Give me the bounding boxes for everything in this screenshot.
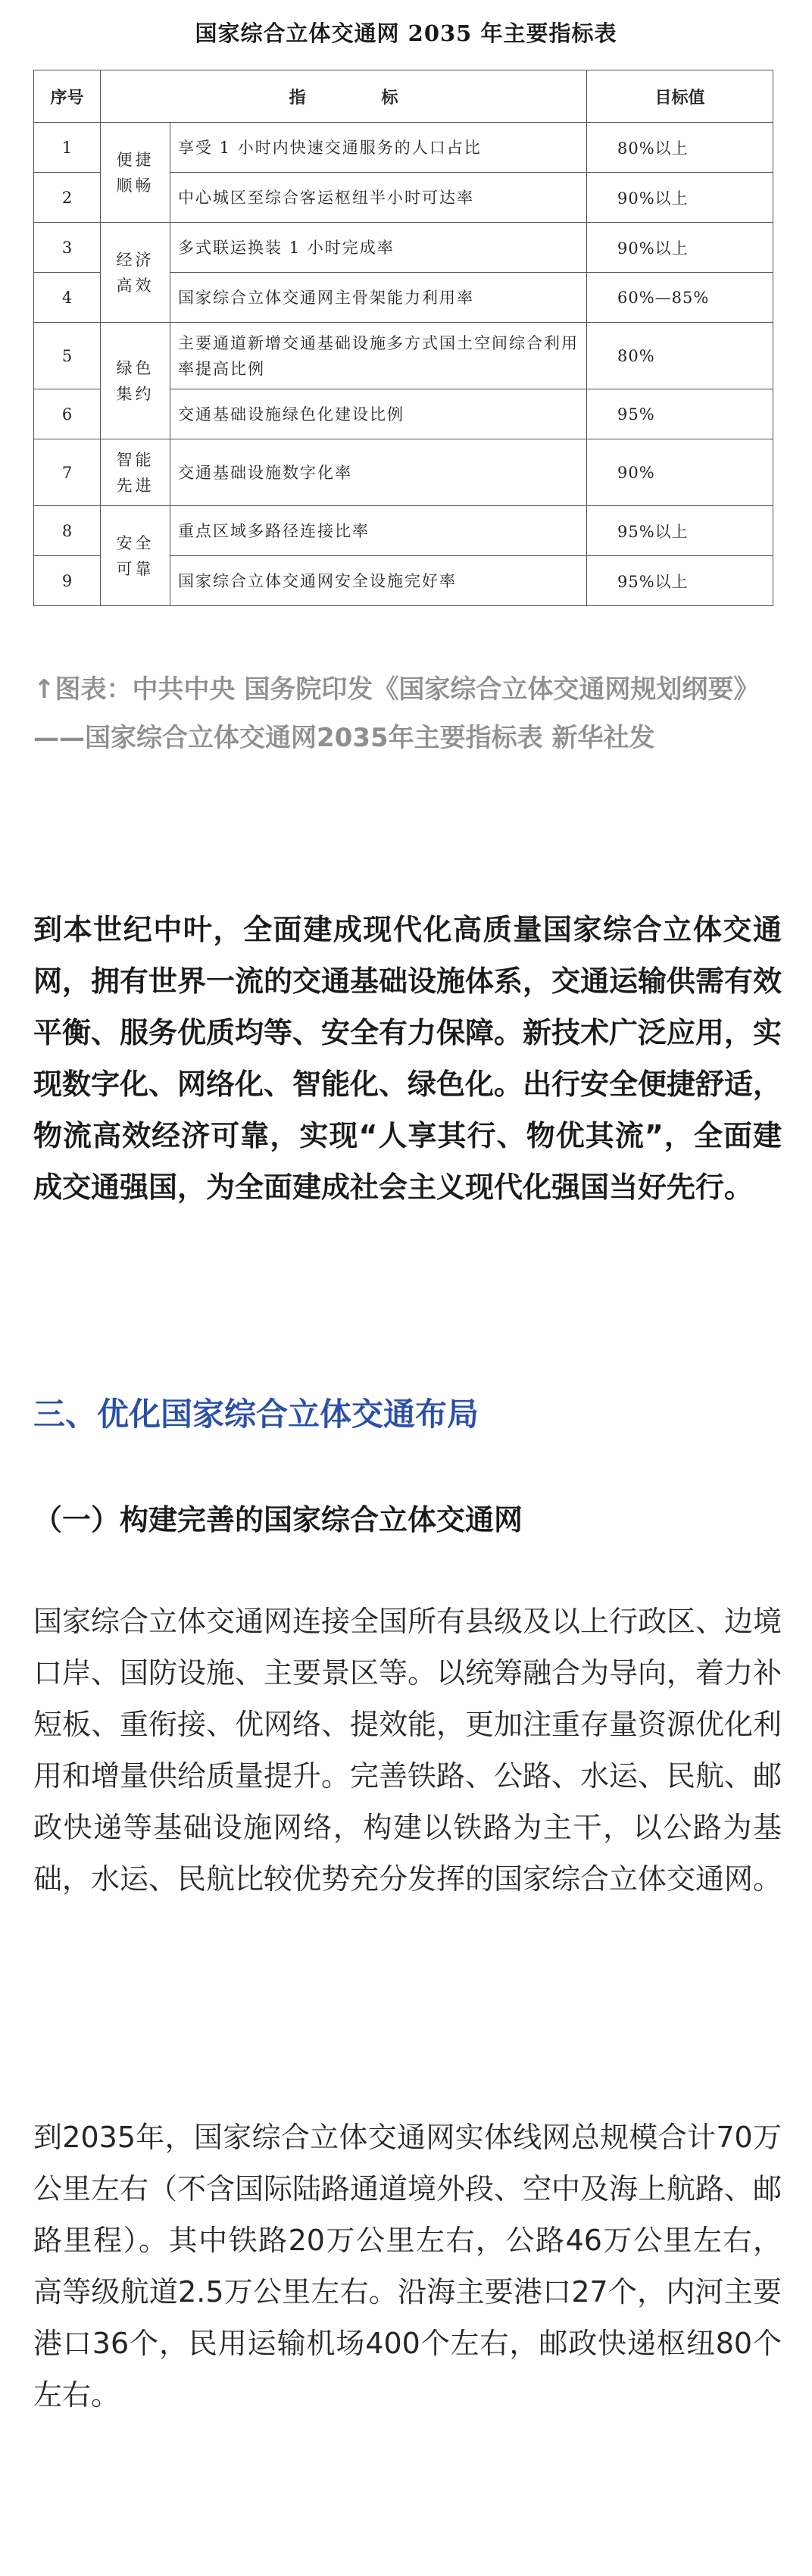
- group-cell: 便捷顺畅: [101, 123, 170, 223]
- image-caption: ↑图表：中共中央 国务院印发《国家综合立体交通网规划纲要》——国家综合立体交通网2035年主要指标表 新华社发: [33, 674, 760, 753]
- row-no: 7: [34, 439, 101, 506]
- table-row: [34, 323, 773, 389]
- row-no: 9: [34, 556, 101, 606]
- row-target: 90%: [587, 439, 773, 506]
- row-target: 90%以上: [587, 173, 773, 223]
- paragraph-vision: 到本世纪中叶，全面建成现代化高质量国家综合立体交通网，拥有世界一流的交通基础设施体系，交通运输供需有效平衡、服务优质均等、安全有力保障。新技术广泛应用，实现数字化、网络化、智能化、绿色化。出行安全便捷舒适，物流高效经济可靠，实现“人享其行、物优其流”，全面建成交通强国，为全面建成社会主义现代化强国当好先行。: [33, 913, 782, 1204]
- table-row: [34, 223, 773, 273]
- row-indicator: 国家综合立体交通网安全设施完好率: [170, 556, 587, 606]
- row-indicator: 主要通道新增交通基础设施多方式国土空间综合利用率提高比例: [170, 323, 587, 389]
- header-indicator: [101, 70, 587, 123]
- row-target: 95%以上: [587, 506, 773, 556]
- group-cell: 智能先进: [101, 439, 170, 506]
- row-target: 80%: [587, 323, 773, 389]
- paragraph-scale: 到2035年，国家综合立体交通网实体线网总规模合计70万公里左右（不含国际陆路通道境外段、空中及海上航路、邮路里程）。其中铁路20万公里左右，公路46万公里左右，高等级航道2.5万公里左右。沿海主要港口27个，内河主要港口36个，民用运输机场400个左右，邮政快递枢纽80个左右。: [33, 2121, 782, 2412]
- row-indicator: 多式联运换装 1 小时完成率: [170, 223, 587, 273]
- row-no: 2: [34, 173, 101, 223]
- group-cell: 安全可靠: [101, 506, 170, 606]
- row-target: 95%: [587, 389, 773, 439]
- table-row: [34, 506, 773, 556]
- section-heading: 三、优化国家综合立体交通布局: [33, 1396, 479, 1433]
- row-target: 80%以上: [587, 123, 773, 173]
- paragraph-network: 国家综合立体交通网连接全国所有县级及以上行政区、边境口岸、国防设施、主要景区等。以统筹融合为导向，着力补短板、重衔接、优网络、提效能，更加注重存量资源优化利用和增量供给质量提升。完善铁路、公路、水运、民航、邮政快递等基础设施网络，构建以铁路为主干，以公路为基础，水运、民航比较优势充分发挥的国家综合立体交通网。: [33, 1605, 782, 1896]
- indicator-table: [33, 70, 773, 606]
- group-cell: 经济高效: [101, 223, 170, 323]
- row-target: 90%以上: [587, 223, 773, 273]
- row-indicator: 交通基础设施绿色化建设比例: [170, 389, 587, 439]
- row-target: 95%以上: [587, 556, 773, 606]
- sub-heading: （一）构建完善的国家综合立体交通网: [33, 1503, 523, 1537]
- row-no: 4: [34, 273, 101, 323]
- row-no: 3: [34, 223, 101, 273]
- row-indicator: 交通基础设施数字化率: [170, 439, 587, 506]
- header-no: 序号: [34, 70, 101, 123]
- row-indicator: 中心城区至综合客运枢纽半小时可达率: [170, 173, 587, 223]
- row-no: 1: [34, 123, 101, 173]
- table-row: [34, 439, 773, 506]
- row-no: 5: [34, 323, 101, 389]
- row-indicator: 国家综合立体交通网主骨架能力利用率: [170, 273, 587, 323]
- row-no: 6: [34, 389, 101, 439]
- table-row: [34, 123, 773, 173]
- table-header-row: [34, 70, 773, 123]
- row-target: 60%—85%: [587, 273, 773, 323]
- row-no: 8: [34, 506, 101, 556]
- row-indicator: 享受 1 小时内快速交通服务的人口占比: [170, 123, 587, 173]
- header-indicator-char-2: 标: [381, 87, 398, 108]
- table-title: 国家综合立体交通网 2035 年主要指标表: [195, 20, 617, 46]
- header-target: 目标值: [587, 70, 773, 123]
- header-indicator-char-1: 指: [289, 87, 306, 108]
- group-cell: 绿色集约: [101, 323, 170, 439]
- row-indicator: 重点区域多路径连接比率: [170, 506, 587, 556]
